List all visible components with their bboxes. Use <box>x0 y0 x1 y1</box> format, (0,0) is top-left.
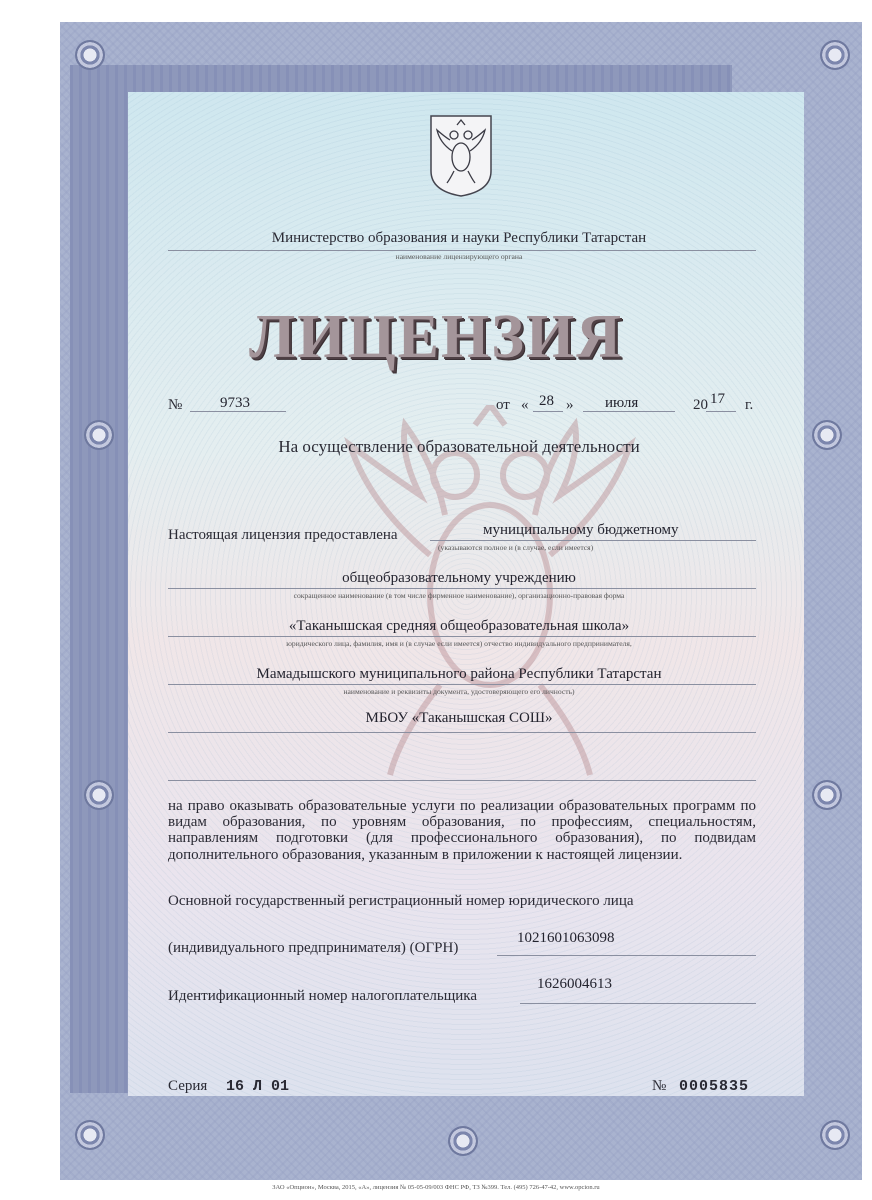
year-underline <box>706 411 736 412</box>
quote-close: » <box>566 397 574 413</box>
grantee-underline-1 <box>430 540 756 541</box>
grantee-intro: Настоящая лицензия предоставлена <box>168 527 398 543</box>
printer-footer: ЗАО «Опцион», Москва, 2015, «А», лицензия № 05-05-09/003 ФНС РФ, ТЗ №399. Тел. (495) 726-47-42, www.opcion.ru <box>272 1184 600 1191</box>
ogrn-label-2: (индивидуального предпринимателя) (ОГРН) <box>168 940 459 956</box>
grantee-line-1: муниципальному бюджетному <box>483 522 679 538</box>
from-label: от <box>496 397 510 413</box>
year-prefix: 20 <box>693 397 708 413</box>
grantee-caption-2: сокращенное наименование (в том числе фирменное наименование), организационно-правовая форма <box>293 591 625 600</box>
grantee-underline-4 <box>168 684 756 685</box>
grantee-underline-6 <box>168 780 756 781</box>
ornament-icon <box>820 40 850 70</box>
quote-open: « <box>521 397 529 413</box>
document-title: ЛИЦЕНЗИЯ <box>249 303 623 371</box>
grantee-underline-5 <box>168 732 756 733</box>
year-unit: г. <box>745 397 754 413</box>
blank-number-label: № <box>652 1078 667 1094</box>
license-subject: На осуществление образовательной деятельности <box>278 437 640 456</box>
ogrn-label-1: Основной государственный регистрационный номер юридического лица <box>168 893 634 909</box>
inn-label: Идентификационный номер налогоплательщика <box>168 988 478 1004</box>
grantee-line-3: «Таканышская средняя общеобразовательная школа» <box>288 618 630 634</box>
authority-caption: наименование лицензирующего органа <box>395 252 523 261</box>
grantee-underline-2 <box>168 588 756 589</box>
ogrn-underline <box>497 955 756 956</box>
authority-underline <box>168 250 756 251</box>
grantee-caption-4: наименование и реквизиты документа, удостоверяющего его личность) <box>343 687 575 696</box>
inn-underline <box>520 1003 756 1004</box>
grantee-underline-3 <box>168 636 756 637</box>
ornament-icon <box>75 1120 105 1150</box>
ornament-icon <box>820 1120 850 1150</box>
ogrn-value: 1021601063098 <box>517 930 615 946</box>
ornament-icon <box>812 780 842 810</box>
ornament-icon <box>84 780 114 810</box>
month-underline <box>583 411 675 412</box>
issue-year: 17 <box>710 391 725 407</box>
ornament-icon <box>448 1126 478 1156</box>
grantee-line-5: МБОУ «Таканышская СОШ» <box>365 710 553 726</box>
blank-number-value: 0005835 <box>679 1078 750 1095</box>
inn-value: 1626004613 <box>537 976 612 992</box>
license-number: 9733 <box>220 395 250 411</box>
series-value: 16 Л 01 <box>226 1078 290 1095</box>
rights-text: на право оказывать образовательные услуги по реализации образовательных программ по видам образования, по уровням образования, по профессиям, специальностям, направлениям подготовки (для профессионального образования), по подвидам дополнительного образования, указанным в приложении к настоящей лицензии. <box>168 798 756 863</box>
coat-of-arms-icon <box>428 113 494 198</box>
grantee-caption-1: (указываются полное и (в случае, если имеется) <box>438 543 594 552</box>
number-underline <box>190 411 286 412</box>
grantee-line-2: общеобразовательному учреждению <box>342 570 576 586</box>
grantee-caption-3: юридического лица, фамилия, имя и (в случае если имеется) отчество индивидуального предпринимателя, <box>286 639 632 648</box>
day-underline <box>533 411 563 412</box>
grantee-line-4: Мамадышского муниципального района Республики Татарстан <box>256 666 662 682</box>
authority-name: Министерство образования и науки Республики Татарстан <box>271 230 647 246</box>
ornament-icon <box>75 40 105 70</box>
number-label: № <box>168 397 183 413</box>
issue-month: июля <box>605 395 639 411</box>
series-label: Серия <box>168 1078 208 1094</box>
issue-day: 28 <box>539 393 554 409</box>
